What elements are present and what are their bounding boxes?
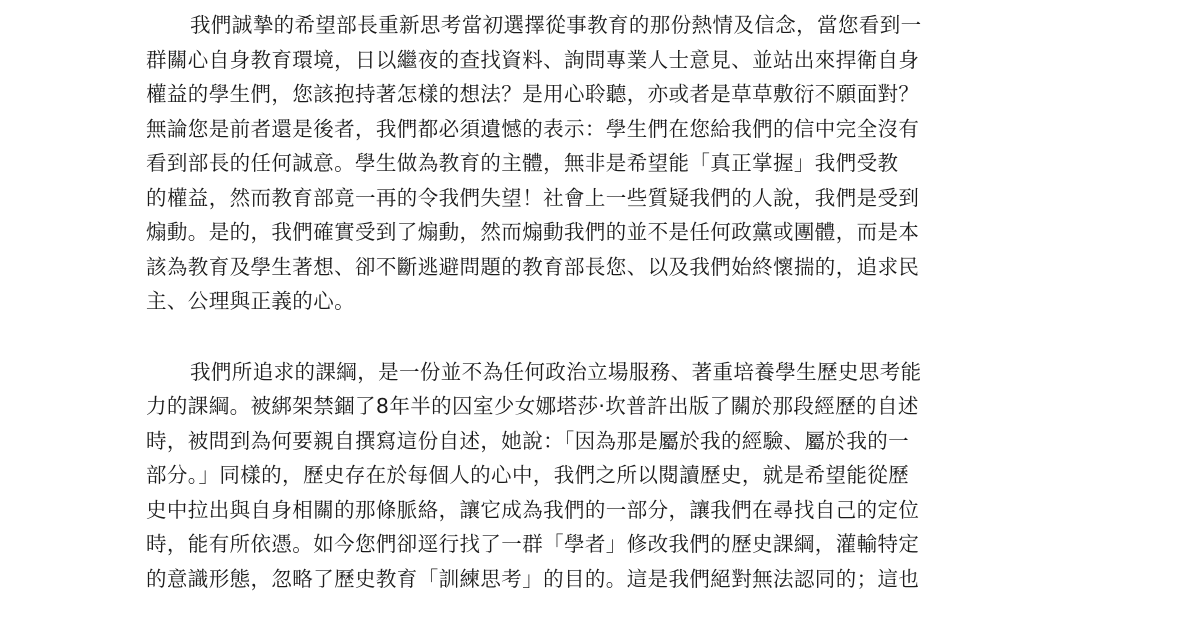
text-line: 時，能有所依憑。如今您們卻逕行找了一群「學者」修改我們的歷史課綱，灌輸特定 [146, 532, 920, 556]
text-line: 力的課綱。被綁架禁錮了8年半的囚室少女娜塔莎·坎普許出版了關於那段經歷的自述 [146, 394, 919, 418]
text-line: 的權益，然而教育部竟一再的令我們失望！社會上一些質疑我們的人說，我們是受到 [146, 185, 920, 210]
text-line: 的意識形態，忽略了歷史教育「訓練思考」的目的。這是我們絕對無法認同的；這也 [146, 566, 920, 591]
text-line: 我們所追求的課綱，是一份並不為任何政治立場服務、著重培養學生歷史思考能 [190, 359, 922, 384]
text-line: 無論您是前者還是後者，我們都必須遺憾的表示：學生們在您給我們的信中完全沒有 [146, 116, 920, 141]
text-line: 主、公理與正義的心。 [146, 289, 355, 313]
text-line: 該為教育及學生著想、卻不斷逃避問題的教育部長您、以及我們始終懷揣的，追求民 [146, 254, 920, 279]
paragraph-2 [146, 355, 1046, 597]
paragraph-spacer [146, 319, 1046, 355]
text-line: 煽動。是的，我們確實受到了煽動，然而煽動我們的並不是任何政黨或團體，而是本 [146, 220, 920, 244]
text-line: 權益的學生們，您該抱持著怎樣的想法？是用心聆聽，亦或者是草草敷衍不願面對？ [146, 82, 920, 106]
paragraph-1 [146, 8, 1046, 319]
text-line: 時，被問到為何要親自撰寫這份自述，她說：「因為那是屬於我的經驗、屬於我的一 [146, 428, 910, 453]
text-line: 部分。」同樣的，歷史存在於每個人的心中，我們之所以閱讀歷史，就是希望能從歷 [146, 463, 910, 487]
text-line: 我們誠摯的希望部長重新思考當初選擇從事教育的那份熱情及信念，當您看到一 [190, 13, 922, 37]
text-line: 群關心自身教育環境，日以繼夜的查找資料、詢問專業人士意見、並站出來捍衛自身 [146, 47, 920, 72]
document-page [146, 8, 1046, 596]
text-line: 史中拉出與自身相關的那條脈絡，讓它成為我們的一部分，讓我們在尋找自己的定位 [146, 497, 920, 522]
text-line: 看到部長的任何誠意。學生做為教育的主體，無非是希望能「真正掌握」我們受教 [146, 151, 899, 175]
